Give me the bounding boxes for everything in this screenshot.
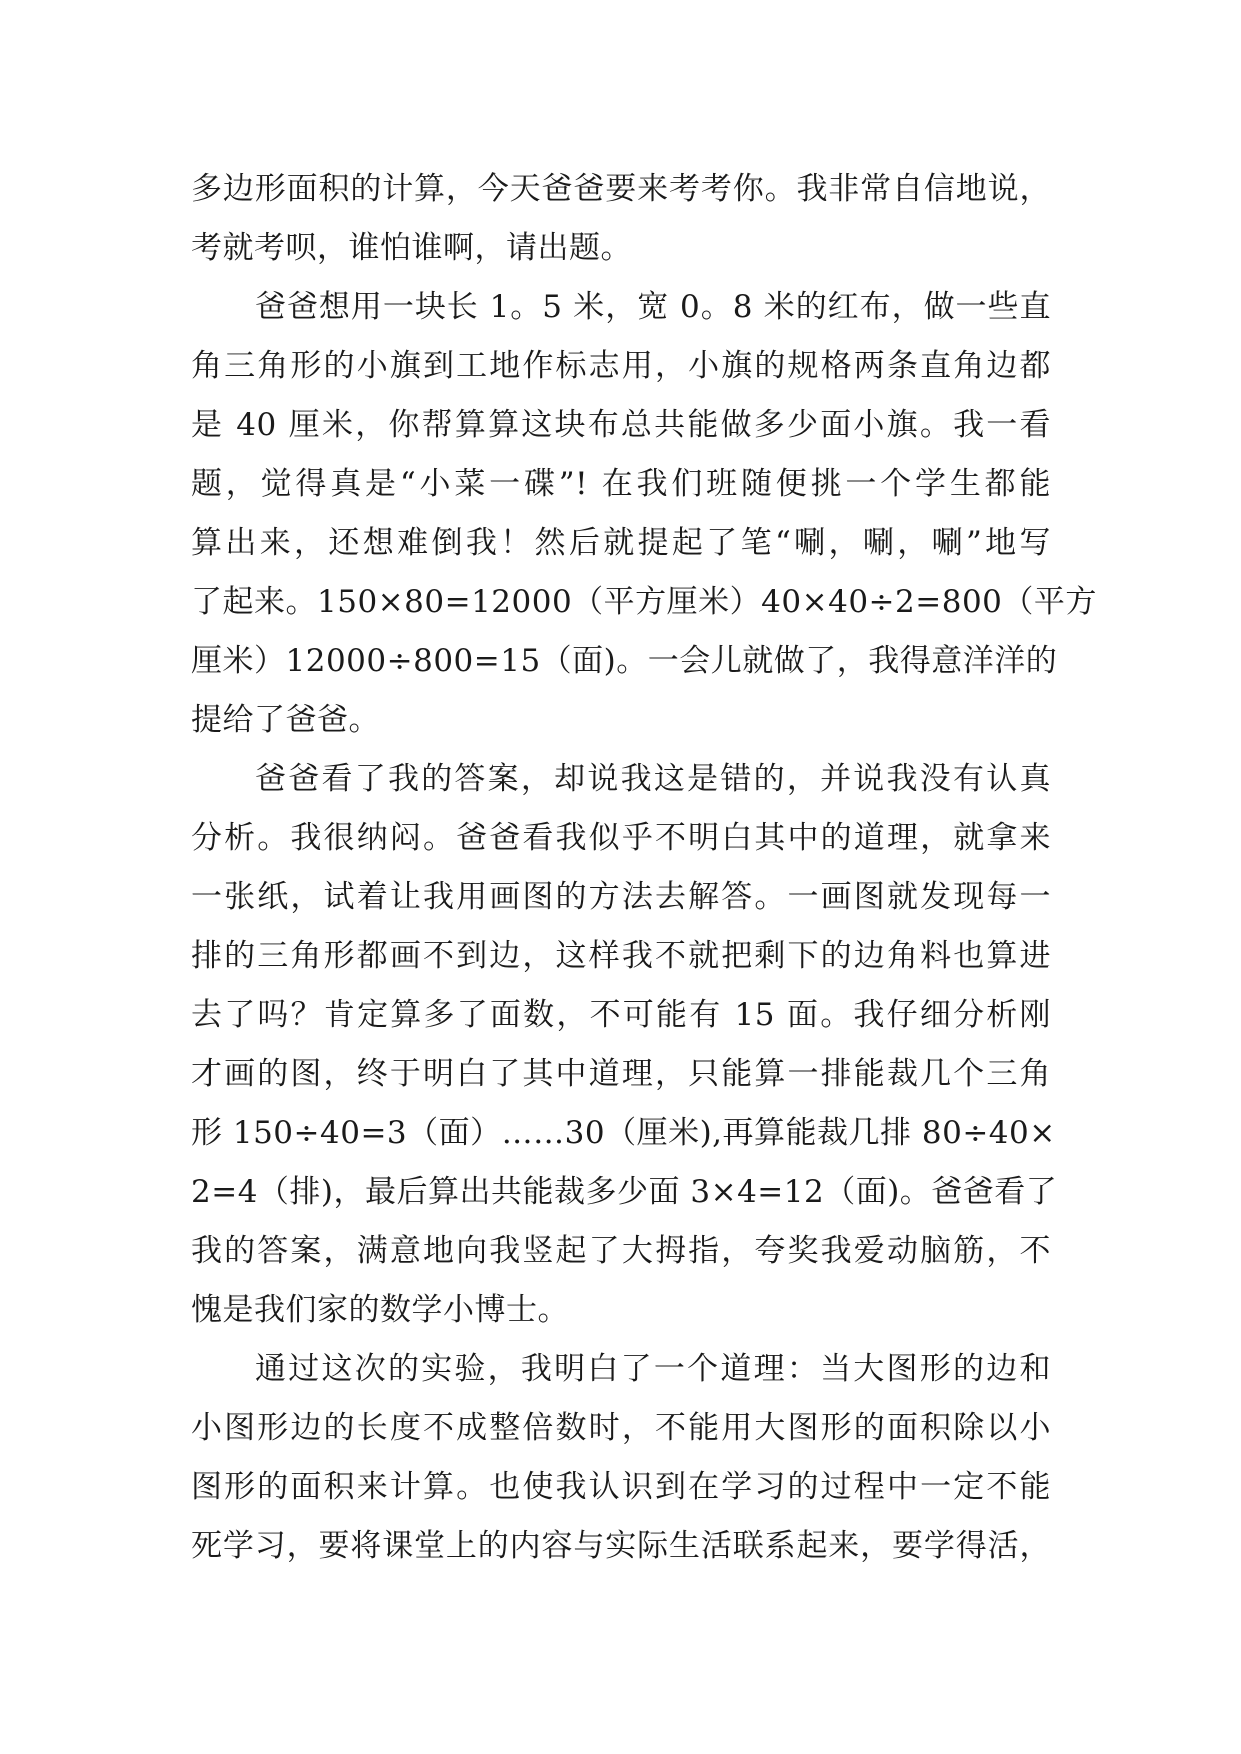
text-line: 厘米）12000÷800=15（面)。一会儿就做了，我得意洋洋的 [191,643,1058,679]
text-line: 才画的图，终于明白了其中道理，只能算一排能裁几个三角 [191,1056,1051,1092]
text-line: 提给了爸爸。 [191,702,380,738]
text-line: 多边形面积的计算，今天爸爸要来考考你。我非常自信地说， [191,171,1051,207]
text-line: 形 150÷40=3（面）……30（厘米),再算能裁几排 80÷40× [191,1115,1056,1151]
text-line: 一张纸，试着让我用画图的方法去解答。一画图就发现每一 [191,879,1051,915]
text-line: 角三角形的小旗到工地作标志用，小旗的规格两条直角边都 [191,348,1051,384]
text-line: 愧是我们家的数学小博士。 [191,1292,569,1328]
text-line: 图形的面积来计算。也使我认识到在学习的过程中一定不能 [191,1469,1051,1505]
text-line: 2=4（排)，最后算出共能裁多少面 3×4=12（面)。爸爸看了 [191,1174,1058,1210]
text-line: 了起来。150×80=12000（平方厘米）40×40÷2=800（平方 [191,584,1097,620]
text-line: 去了吗？肯定算多了面数，不可能有 15 面。我仔细分析刚 [191,997,1051,1033]
text-line: 是 40 厘米，你帮算算这块布总共能做多少面小旗。我一看 [191,407,1051,443]
paragraph-1 [191,160,1051,278]
text-line: 排的三角形都画不到边，这样我不就把剩下的边角料也算进 [191,938,1051,974]
text-line: 我的答案，满意地向我竖起了大拇指，夸奖我爱动脑筋，不 [191,1233,1051,1269]
text-line: 通过这次的实验，我明白了一个道理：当大图形的边和 [255,1351,1051,1387]
document-body [191,160,1097,1576]
paragraph-3 [191,750,1058,1340]
paragraph-2 [191,278,1097,750]
paragraph-4 [191,1340,1051,1576]
text-line: 爸爸看了我的答案，却说我这是错的，并说我没有认真 [255,761,1051,797]
text-line: 爸爸想用一块长 1。5 米，宽 0。8 米的红布，做一些直 [255,289,1051,325]
text-line: 算出来，还想难倒我！然后就提起了笔“唰，唰，唰”地写 [191,525,1051,561]
text-line: 死学习，要将课堂上的内容与实际生活联系起来，要学得活， [191,1528,1051,1564]
text-line: 考就考呗，谁怕谁啊，请出题。 [191,230,632,266]
text-line: 小图形边的长度不成整倍数时，不能用大图形的面积除以小 [191,1410,1051,1446]
text-line: 分析。我很纳闷。爸爸看我似乎不明白其中的道理，就拿来 [191,820,1051,856]
text-line: 题，觉得真是“小菜一碟”! 在我们班随便挑一个学生都能 [191,466,1051,502]
